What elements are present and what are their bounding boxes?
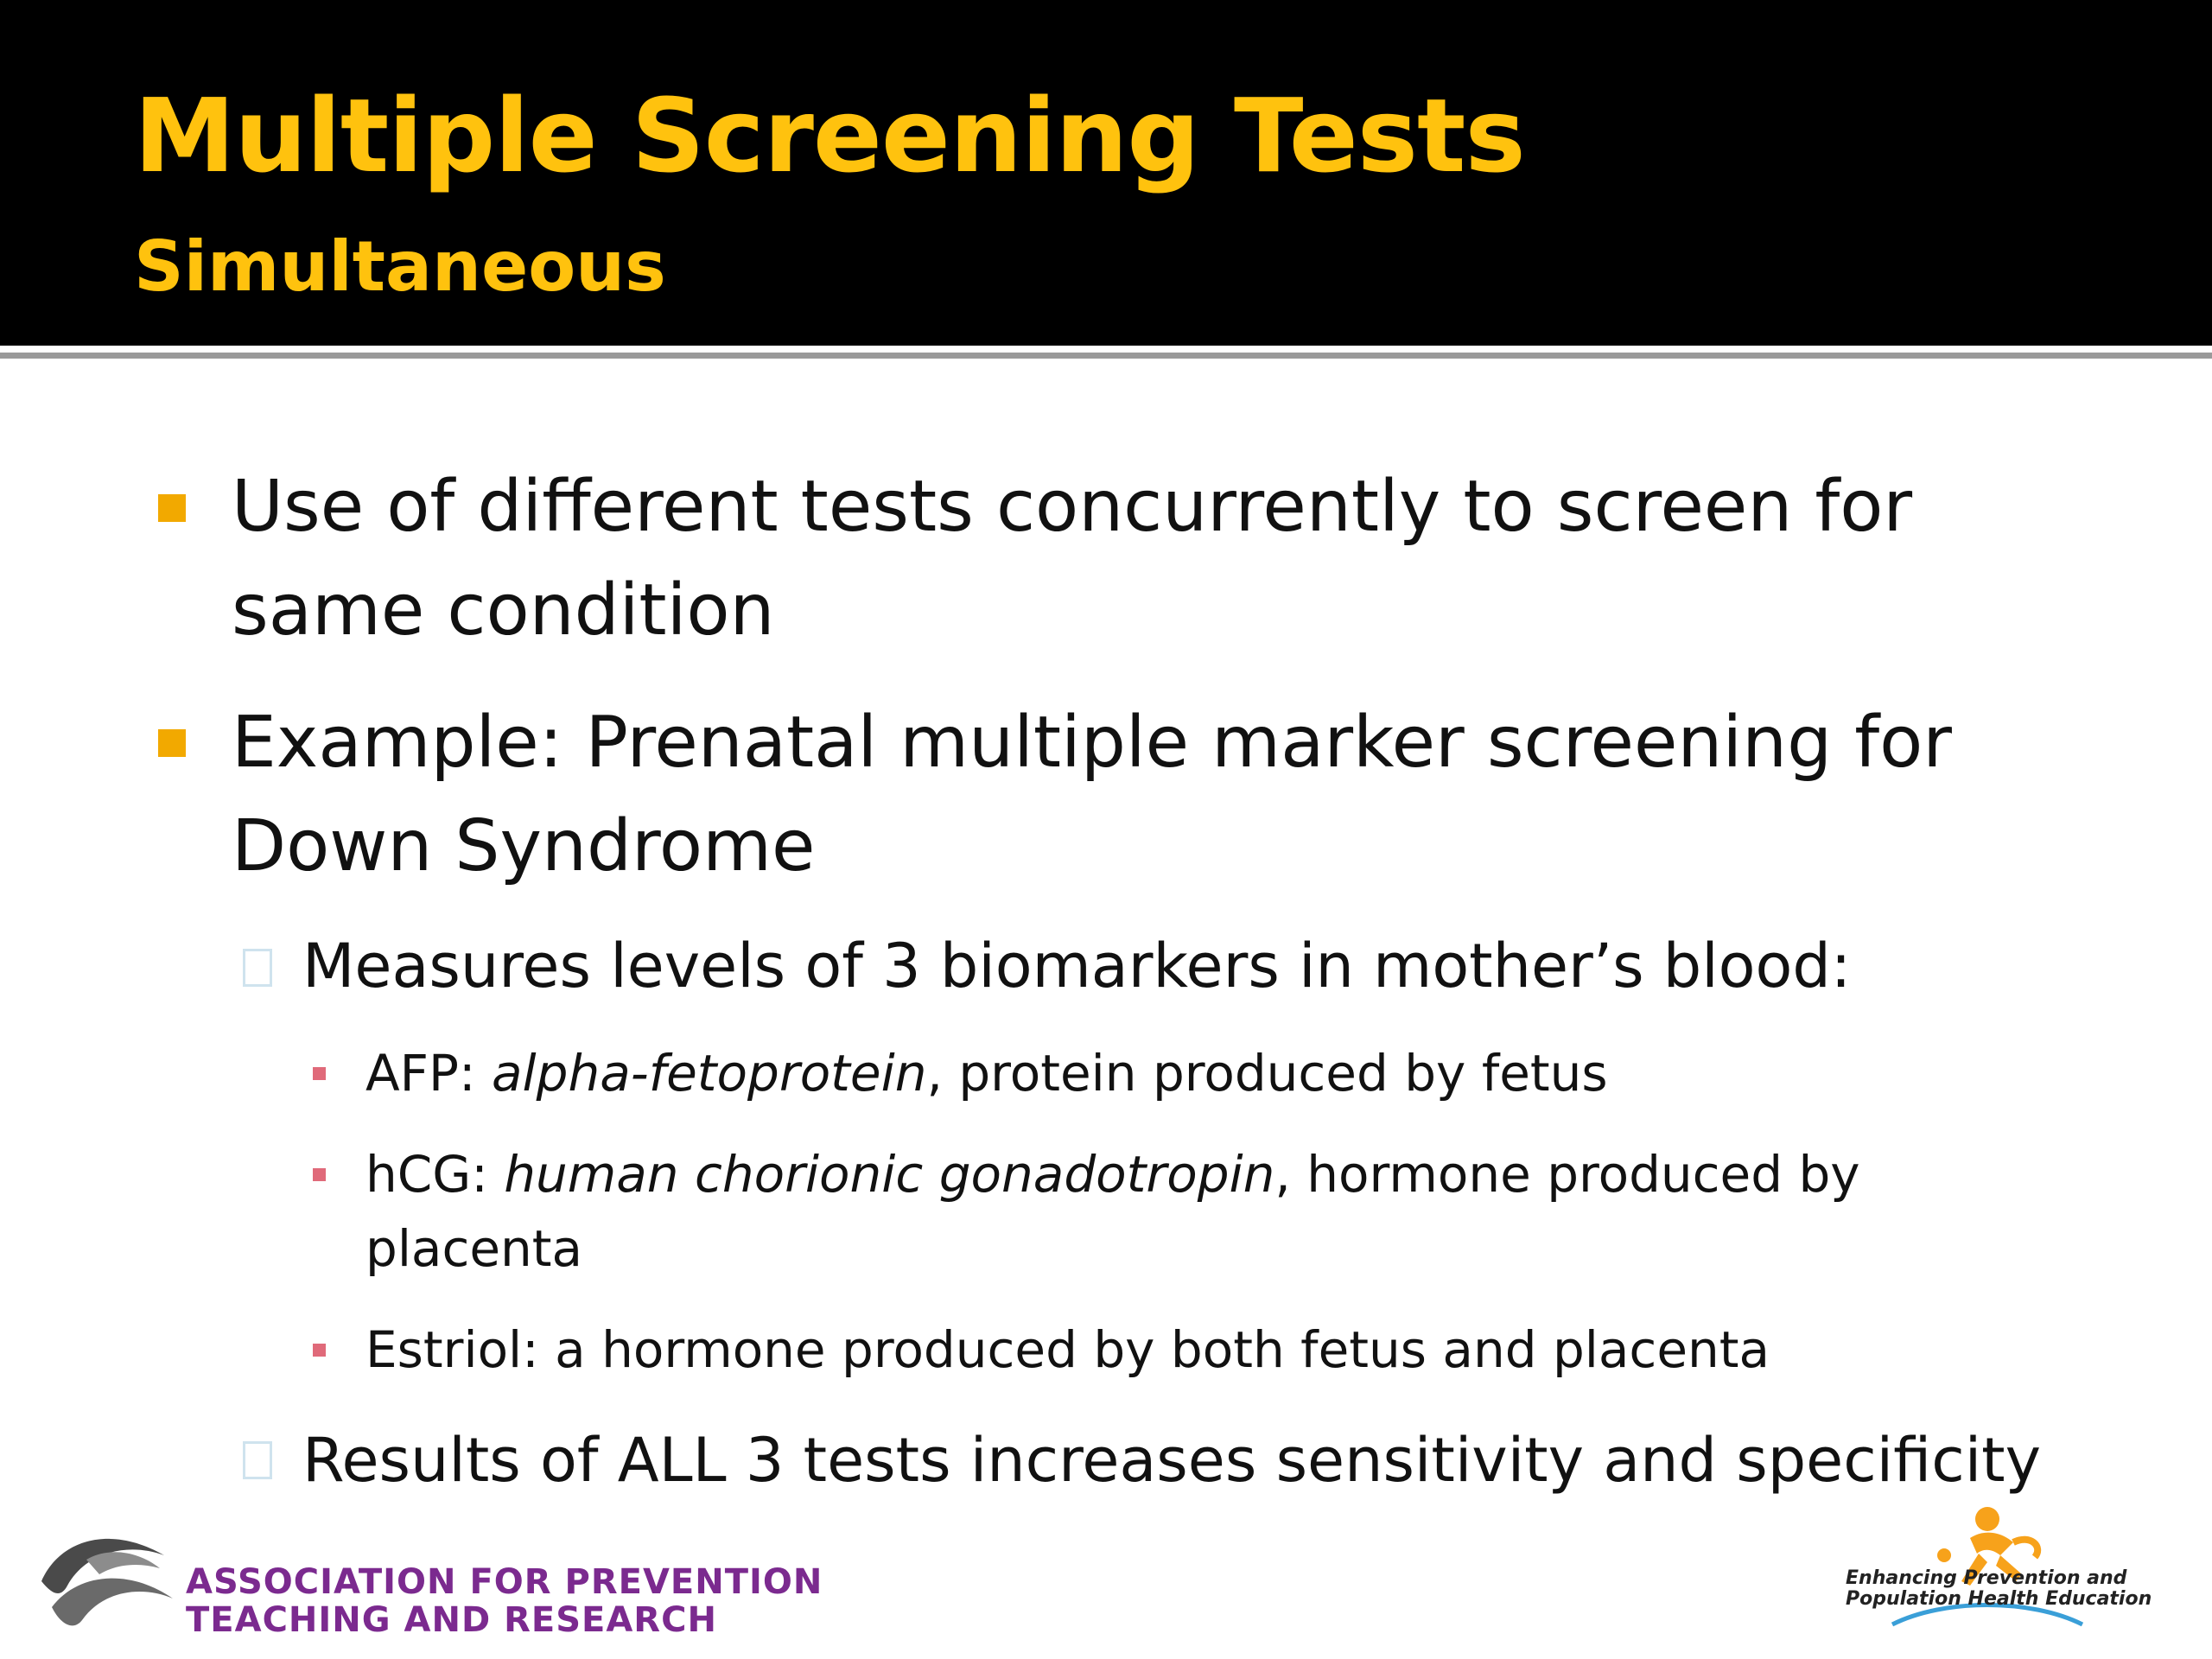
tagline-line1: Enhancing Prevention and [1846, 1567, 2127, 1589]
checbox-bullet-icon [243, 1441, 272, 1479]
bullet-text [232, 691, 2063, 899]
runner-figure-logo-icon [1840, 1495, 2134, 1633]
bullet-text [232, 455, 2063, 663]
marker-name: human chorionic gonadotropin [504, 1145, 1275, 1204]
marker-text [365, 1137, 1904, 1286]
marker-name: alpha-fetoprotein [492, 1044, 927, 1103]
marker-text: Estriol: a hormone produced by both fetus and placenta [365, 1320, 1770, 1379]
bullet-square-icon [158, 729, 186, 757]
bullet-line: Down Syndrome [232, 805, 816, 887]
marker-text [365, 1036, 1904, 1110]
aptr-wave-logo-icon [35, 1521, 181, 1633]
marker-label: AFP: [365, 1044, 492, 1103]
marker-description: , protein produced by fetus [926, 1044, 1608, 1103]
marker-description: , hormone produced by [1274, 1145, 1860, 1204]
small-square-bullet-icon [313, 1168, 326, 1181]
tagline-line2: Population Health Education [1846, 1588, 2152, 1610]
org-name-line1: ASSOCIATION FOR PREVENTION [186, 1562, 823, 1602]
eppe-logo [1840, 1495, 2152, 1633]
marker-label: hCG: [365, 1145, 505, 1204]
slide-subtitle: Simultaneous [134, 226, 666, 307]
bullet-line: Example: Prenatal multiple marker screening for [232, 702, 1953, 784]
org-name-line2: TEACHING AND RESEARCH [186, 1600, 717, 1640]
small-square-bullet-icon [313, 1344, 326, 1357]
sub-bullet-text: Results of ALL 3 tests increases sensitivity and specificity [302, 1425, 2042, 1496]
bullet-square-icon [158, 494, 186, 522]
bullet-line: Use of different tests concurrently to screen for [232, 466, 1913, 548]
sub-bullet-text: Measures levels of 3 biomarkers in mother’s blood: [302, 931, 1852, 1001]
bullet-line: same condition [232, 569, 775, 652]
aptr-logo [35, 1521, 823, 1642]
small-square-bullet-icon [313, 1067, 326, 1080]
marker-description-continued: placenta [365, 1219, 583, 1278]
checkbox-bullet-icon [243, 949, 272, 987]
slide-title: Multiple Screening Tests [134, 76, 1525, 195]
